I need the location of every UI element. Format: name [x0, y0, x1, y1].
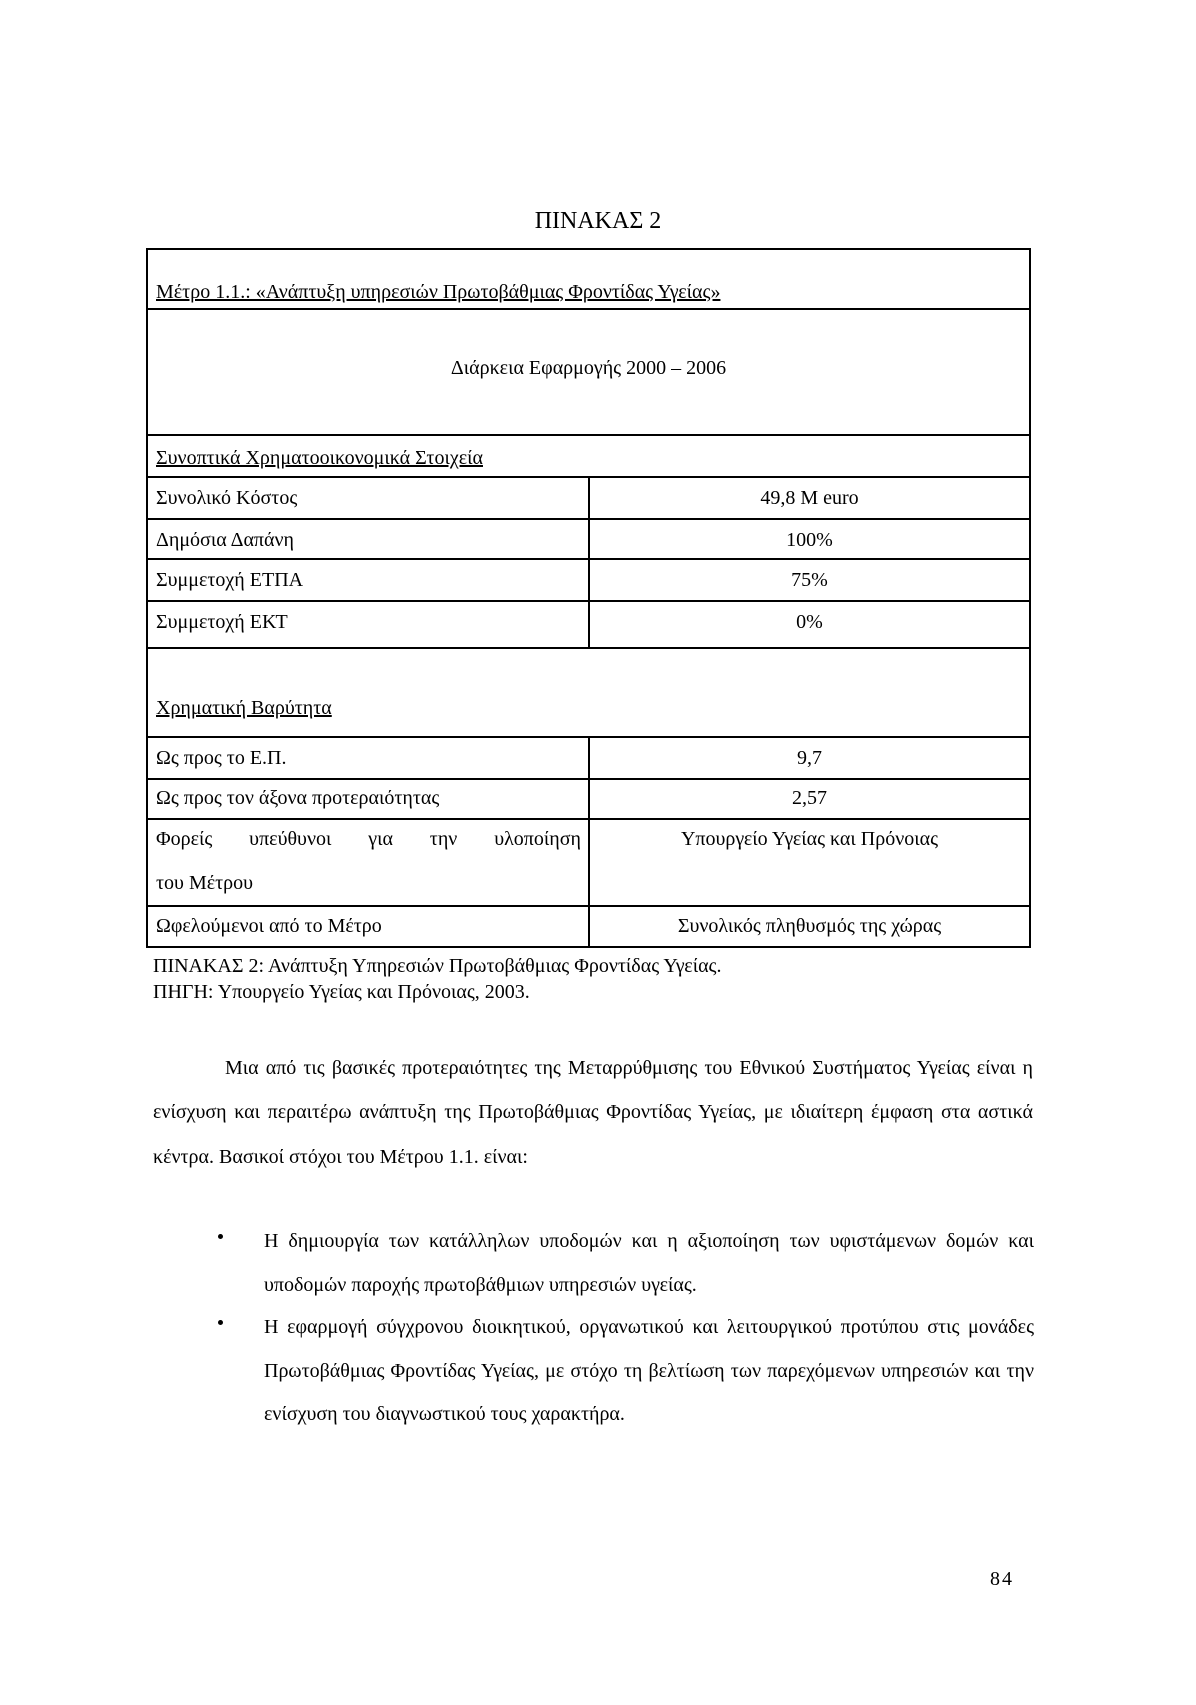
list-item-text: Η δημιουργία των κατάλληλων υποδομών και η αξιοποίηση των υφιστάμενων δομών και υποδομών παροχής πρωτοβάθμιων υπηρεσιών υγείας. [264, 1230, 1034, 1296]
row-value-op: 9,7 [797, 747, 822, 769]
table-divider [148, 647, 1029, 649]
row-label-responsible-line1: Φορείς υπεύθυνοι για την υλοποίηση [156, 828, 581, 850]
row-value-erdf: 75% [791, 569, 828, 591]
row-value-beneficiaries: Συνολικός πληθυσμός της χώρας [677, 915, 942, 937]
row-value-responsible: Υπουργείο Υγείας και Πρόνοιας [680, 828, 939, 850]
list-item-text: Η εφαρμογή σύγχρονου διοικητικού, οργανωτικού και λειτουργικού προτύπου στις μονάδες Πρωτοβάθμιας Φροντίδας Υγείας, με στόχο τη βελτίωση των παρεχόμενων υπηρεσιών και την ενίσχυση του διαγνωστικού τους χαρακτήρα. [264, 1316, 1034, 1425]
measure-title: Μέτρο 1.1.: «Ανάπτυξη υπηρεσιών Πρωτοβάθμιας Φροντίδας Υγείας» [156, 281, 721, 303]
measure-table [146, 248, 1031, 948]
row-label-total-cost: Συνολικό Κόστος [156, 487, 298, 509]
row-label-esf: Συμμετοχή ΕΚΤ [156, 611, 288, 633]
table-divider [148, 434, 1029, 436]
row-value-priority-axis: 2,57 [792, 787, 827, 809]
table-title: ΠΙΝΑΚΑΣ 2 [534, 208, 662, 234]
table-source: ΠΗΓΗ: Υπουργείο Υγείας και Πρόνοιας, 2003. [153, 981, 530, 1003]
table-caption: ΠΙΝΑΚΑΣ 2: Ανάπτυξη Υπηρεσιών Πρωτοβάθμιας Φροντίδας Υγείας. [153, 955, 722, 977]
row-label-priority-axis: Ως προς τον άξονα προτεραιότητας [156, 787, 440, 809]
row-label-public-expenditure: Δημόσια Δαπάνη [156, 529, 294, 551]
duration: Διάρκεια Εφαρμογής 2000 – 2006 [450, 357, 727, 379]
row-value-public-expenditure: 100% [786, 529, 833, 551]
bullet-icon [218, 1320, 223, 1325]
body-paragraph: Μια από τις βασικές προτεραιότητες της Μεταρρύθμισης του Εθνικού Συστήματος Υγείας είναι η ενίσχυση και περαιτέρω ανάπτυξη της Πρωτοβάθμιας Φροντίδας Υγείας, με ιδιαίτερη έμφαση στα αστικά κέντρα. Βασικοί στόχοι του Μέτρου 1.1. είναι: [153, 1057, 1033, 1168]
bullet-icon [218, 1234, 223, 1239]
row-label-op: Ως προς το Ε.Π. [156, 747, 287, 769]
row-value-esf: 0% [796, 611, 823, 633]
row-value-total-cost: 49,8 M euro [760, 487, 859, 509]
row-label-responsible-line2: του Μέτρου [156, 872, 254, 894]
financial-heading: Συνοπτικά Χρηματοοικονομικά Στοιχεία [156, 447, 483, 469]
page-number: 84 [990, 1568, 1014, 1590]
row-label-erdf: Συμμετοχή ΕΤΠΑ [156, 569, 304, 591]
weight-heading: Χρηματική Βαρύτητα [156, 697, 332, 719]
table-divider [148, 308, 1029, 310]
row-label-beneficiaries: Ωφελούμενοι από το Μέτρο [156, 915, 382, 937]
